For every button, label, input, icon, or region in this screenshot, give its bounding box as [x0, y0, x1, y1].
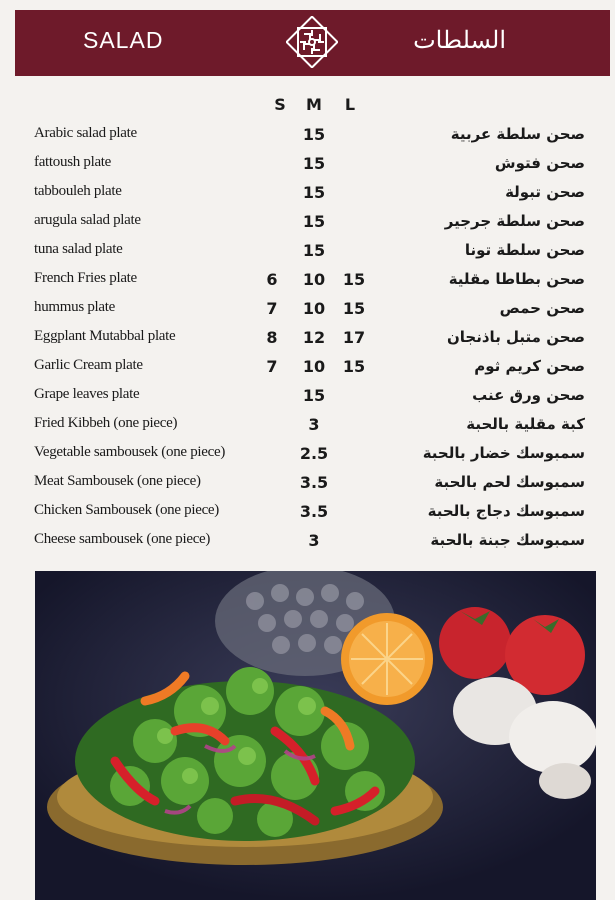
size-label-m: M: [306, 95, 322, 114]
menu-item-row: [0, 441, 615, 470]
menu-item-row: [0, 499, 615, 528]
menu-item-row: [0, 209, 615, 238]
item-name-ar: سمبوسك دجاج بالحبة: [427, 502, 585, 520]
menu-item-row: [0, 267, 615, 296]
item-name-ar: صحن سلطة عربية: [450, 125, 585, 143]
price-small: 6: [266, 270, 278, 289]
menu-item-row: [0, 354, 615, 383]
price-medium: 10: [302, 270, 326, 289]
item-name-ar: صحن ورق عنب: [472, 386, 585, 404]
price-large: 15: [342, 357, 366, 376]
item-name-en: Chicken Sambousek (one piece): [34, 502, 219, 518]
price-medium: 3: [308, 531, 320, 550]
item-name-en: tabbouleh plate: [34, 183, 122, 199]
item-name-ar: سمبوسك لحم بالحبة: [434, 473, 585, 491]
price-medium: 10: [302, 357, 326, 376]
menu-item-row: [0, 238, 615, 267]
menu-item-row: [0, 383, 615, 412]
price-large: 15: [342, 299, 366, 318]
price-medium: 15: [302, 183, 326, 202]
menu-item-row: [0, 325, 615, 354]
item-name-ar: كبة مقلية بالحبة: [466, 415, 585, 433]
item-name-en: arugula salad plate: [34, 212, 141, 228]
item-name-en: Cheese sambousek (one piece): [34, 531, 211, 547]
menu-items-list: [0, 122, 615, 557]
item-name-ar: صحن حمص: [499, 299, 585, 317]
item-name-en: fattoush plate: [34, 154, 112, 170]
price-large: 17: [342, 328, 366, 347]
item-name-en: hummus plate: [34, 299, 115, 315]
menu-item-row: [0, 180, 615, 209]
section-title-ar: السلطات: [413, 27, 506, 54]
item-name-en: Vegetable sambousek (one piece): [34, 444, 226, 460]
menu-item-row: [0, 151, 615, 180]
price-small: 7: [266, 299, 278, 318]
menu-item-row: [0, 528, 615, 557]
item-name-ar: صحن فتوش: [494, 154, 585, 172]
item-name-en: French Fries plate: [34, 270, 137, 286]
item-name-en: Garlic Cream plate: [34, 357, 143, 373]
menu-header: [15, 10, 610, 76]
price-small: 7: [266, 357, 278, 376]
price-medium: 15: [302, 154, 326, 173]
salad-illustration: [35, 571, 596, 900]
item-name-ar: سمبوسك خضار بالحبة: [422, 444, 585, 462]
item-name-ar: صحن متبل باذنجان: [446, 328, 585, 346]
item-name-en: Grape leaves plate: [34, 386, 140, 402]
section-title-en: SALAD: [83, 27, 164, 53]
item-name-ar: سمبوسك جبنة بالحبة: [430, 531, 585, 549]
price-medium: 3.5: [299, 473, 329, 492]
menu-item-row: [0, 470, 615, 499]
item-name-en: Arabic salad plate: [34, 125, 137, 141]
price-small: 8: [266, 328, 278, 347]
item-name-en: Meat Sambousek (one piece): [34, 473, 201, 489]
price-medium: 3: [308, 415, 320, 434]
ornament-logo-icon: [286, 16, 338, 68]
price-medium: 2.5: [299, 444, 329, 463]
item-name-ar: صحن سلطة تونا: [464, 241, 585, 259]
price-medium: 15: [302, 386, 326, 405]
price-medium: 15: [302, 212, 326, 231]
item-name-ar: صحن بطاطا مقلية: [448, 270, 585, 288]
item-name-ar: صحن سلطة جرجير: [444, 212, 585, 230]
menu-item-row: [0, 122, 615, 151]
price-medium: 12: [302, 328, 326, 347]
item-name-ar: صحن تبولة: [505, 183, 585, 201]
price-large: 15: [342, 270, 366, 289]
menu-item-row: [0, 296, 615, 325]
size-header: [0, 95, 615, 115]
price-medium: 15: [302, 125, 326, 144]
menu-item-row: [0, 412, 615, 441]
item-name-en: Fried Kibbeh (one piece): [34, 415, 178, 431]
salad-photo: [35, 571, 596, 900]
size-label-l: L: [344, 95, 356, 114]
item-name-en: Eggplant Mutabbal plate: [34, 328, 176, 344]
price-medium: 15: [302, 241, 326, 260]
item-name-en: tuna salad plate: [34, 241, 123, 257]
item-name-ar: صحن كريم ثوم: [474, 357, 585, 375]
price-medium: 10: [302, 299, 326, 318]
size-label-s: S: [274, 95, 286, 114]
price-medium: 3.5: [299, 502, 329, 521]
